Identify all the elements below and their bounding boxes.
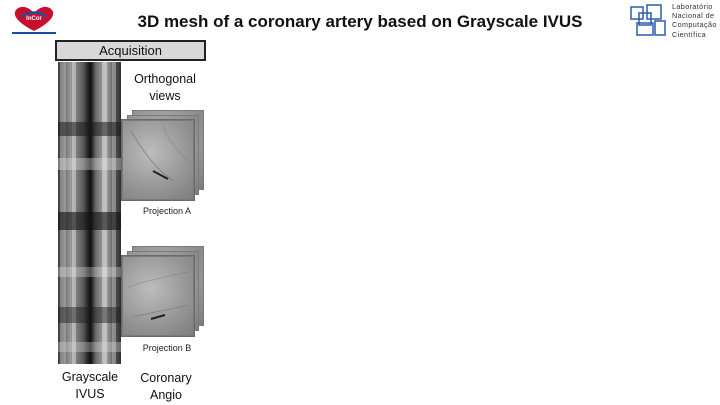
lncc-line: Laboratório (672, 2, 713, 11)
angio-frame (122, 120, 194, 200)
lncc-logo-text (672, 2, 720, 39)
slide-title: 3D mesh of a coronary artery based on Grayscale IVUS (137, 12, 583, 31)
coronary-angio-label (130, 370, 202, 404)
projection-b-image-stack (122, 246, 204, 338)
projection-a-label: Projection A (142, 206, 192, 216)
coronary-angio-text: Coronary Angio (140, 371, 192, 402)
projection-b-label: Projection B (142, 343, 192, 353)
lncc-line: Nacional de (672, 11, 715, 21)
projection-a-image-stack (122, 110, 204, 202)
acquisition-header: Acquisition (55, 40, 206, 61)
lncc-line: Científica (672, 29, 706, 39)
grayscale-ivus-label (50, 369, 130, 403)
lncc-line: Computação (672, 20, 717, 30)
orthogonal-views-label: Orthogonal views (134, 72, 196, 103)
grayscale-ivus-text: Grayscale IVUS (61, 370, 119, 401)
angio-frame (122, 256, 194, 336)
incor-logo-text: InCor (26, 16, 42, 22)
ivus-longitudinal-image (58, 62, 121, 364)
